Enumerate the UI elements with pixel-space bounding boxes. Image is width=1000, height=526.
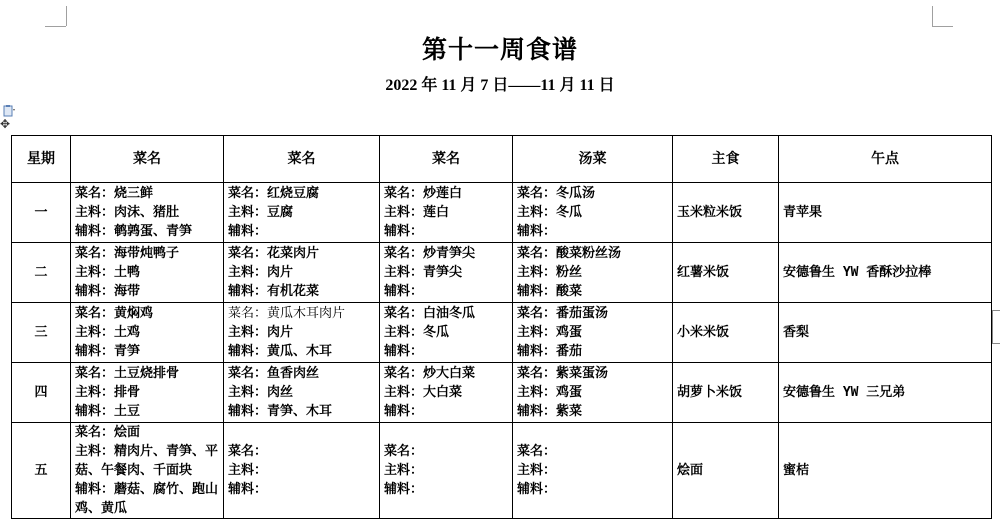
staple-cell: 红薯米饭 bbox=[673, 243, 779, 303]
dish-name: 菜名：白油冬瓜 bbox=[384, 306, 476, 321]
dish-cell bbox=[71, 363, 224, 423]
dish-side: 辅料： bbox=[384, 344, 424, 359]
weekday-cell: 五 bbox=[12, 423, 71, 519]
soup-cell bbox=[513, 183, 673, 243]
dish-cell bbox=[380, 303, 513, 363]
dish-main: 主料：土鸭 bbox=[75, 265, 141, 280]
dish-name: 菜名：炒青笋尖 bbox=[384, 246, 476, 261]
soup-main: 主料：鸡蛋 bbox=[517, 385, 583, 400]
dish-side: 辅料： bbox=[384, 482, 424, 497]
soup-side: 辅料： bbox=[517, 224, 557, 239]
dish-cell bbox=[380, 363, 513, 423]
weekday-cell: 四 bbox=[12, 363, 71, 423]
dish-main: 主料：大白菜 bbox=[384, 385, 463, 400]
dish-main: 主料：肉片 bbox=[228, 325, 294, 340]
header-dish-2: 菜名 bbox=[224, 136, 380, 183]
dish-cell bbox=[71, 423, 224, 519]
page-margin-marker bbox=[992, 310, 1000, 344]
table-row bbox=[12, 243, 992, 303]
dish-cell bbox=[71, 303, 224, 363]
snack-cell: 安德鲁生 YW 香酥沙拉棒 bbox=[779, 243, 992, 303]
margin-corner-top-left bbox=[66, 6, 67, 26]
soup-cell bbox=[513, 243, 673, 303]
margin-corner-top-right-h bbox=[932, 26, 953, 27]
snack-cell: 蜜桔 bbox=[779, 423, 992, 519]
dish-name: 菜名：鱼香肉丝 bbox=[228, 366, 320, 381]
dish-cell bbox=[380, 183, 513, 243]
dish-side: 辅料：土豆 bbox=[75, 404, 141, 419]
table-move-handle-icon[interactable]: ✥ bbox=[0, 117, 11, 131]
dish-name: 菜名： bbox=[384, 444, 424, 459]
dish-side: 辅料： bbox=[384, 284, 424, 299]
dish-name: 菜名：烩面 bbox=[75, 425, 141, 440]
dish-main: 主料：豆腐 bbox=[228, 205, 294, 220]
dish-side: 辅料： bbox=[228, 482, 268, 497]
snack-cell: 青苹果 bbox=[779, 183, 992, 243]
dish-name: 菜名：黄瓜木耳肉片 bbox=[228, 306, 346, 321]
dish-main: 主料：精肉片、青笋、平菇、午餐肉、千面块 bbox=[75, 444, 219, 478]
soup-main: 主料：粉丝 bbox=[517, 265, 583, 280]
soup-main: 主料： bbox=[517, 463, 557, 478]
table-row bbox=[12, 423, 992, 519]
soup-main: 主料：冬瓜 bbox=[517, 205, 583, 220]
header-dish-3: 菜名 bbox=[380, 136, 513, 183]
soup-name: 菜名： bbox=[517, 444, 557, 459]
dish-name: 菜名： bbox=[228, 444, 268, 459]
dish-name: 菜名：炒莲白 bbox=[384, 186, 463, 201]
dish-side: 辅料：有机花菜 bbox=[228, 284, 320, 299]
menu-table bbox=[11, 135, 992, 519]
weekday-cell: 一 bbox=[12, 183, 71, 243]
header-soup: 汤菜 bbox=[513, 136, 673, 183]
dish-side: 辅料：青笋 bbox=[75, 344, 141, 359]
weekday-cell: 二 bbox=[12, 243, 71, 303]
table-row bbox=[12, 183, 992, 243]
weekday-cell: 三 bbox=[12, 303, 71, 363]
dish-main: 主料：土鸡 bbox=[75, 325, 141, 340]
soup-side: 辅料：紫菜 bbox=[517, 404, 583, 419]
snack-cell: 香梨 bbox=[779, 303, 992, 363]
dish-side: 辅料：鹌鹑蛋、青笋 bbox=[75, 224, 193, 239]
dish-main: 主料：排骨 bbox=[75, 385, 141, 400]
soup-cell bbox=[513, 423, 673, 519]
soup-name: 菜名：酸菜粉丝汤 bbox=[517, 246, 622, 261]
dish-side: 辅料：蘑菇、腐竹、跑山鸡、黄瓜 bbox=[75, 482, 219, 516]
dish-name: 菜名：炒大白菜 bbox=[384, 366, 476, 381]
dish-main: 主料：肉丝 bbox=[228, 385, 294, 400]
dish-name: 菜名：黄焖鸡 bbox=[75, 306, 154, 321]
soup-name: 菜名：紫菜蛋汤 bbox=[517, 366, 609, 381]
table-row bbox=[12, 363, 992, 423]
snack-cell: 安德鲁生 YW 三兄弟 bbox=[779, 363, 992, 423]
dish-main: 主料：肉沫、猪肚 bbox=[75, 205, 180, 220]
margin-corner-top-right bbox=[932, 6, 933, 26]
dish-cell bbox=[71, 183, 224, 243]
soup-cell bbox=[513, 363, 673, 423]
dish-name: 菜名：红烧豆腐 bbox=[228, 186, 320, 201]
dish-cell bbox=[224, 423, 380, 519]
table-row bbox=[12, 303, 992, 363]
header-dish-1: 菜名 bbox=[71, 136, 224, 183]
dish-side: 辅料： bbox=[228, 224, 268, 239]
dish-main: 主料： bbox=[228, 463, 268, 478]
header-staple: 主食 bbox=[673, 136, 779, 183]
soup-side: 辅料：酸菜 bbox=[517, 284, 583, 299]
page-title: 第十一周食谱 bbox=[421, 35, 578, 64]
header-snack: 午点 bbox=[779, 136, 992, 183]
soup-main: 主料：鸡蛋 bbox=[517, 325, 583, 340]
soup-side: 辅料： bbox=[517, 482, 557, 497]
paste-options-icon[interactable] bbox=[3, 104, 15, 117]
staple-cell: 胡萝卜米饭 bbox=[673, 363, 779, 423]
dish-main: 主料： bbox=[384, 463, 424, 478]
dish-main: 主料：冬瓜 bbox=[384, 325, 450, 340]
dish-side: 辅料： bbox=[384, 404, 424, 419]
dish-cell bbox=[380, 243, 513, 303]
dish-cell bbox=[224, 363, 380, 423]
margin-corner-top-left-h bbox=[45, 26, 66, 27]
staple-cell: 小米米饭 bbox=[673, 303, 779, 363]
dish-cell bbox=[224, 183, 380, 243]
dish-main: 主料：肉片 bbox=[228, 265, 294, 280]
staple-cell: 玉米粒米饭 bbox=[673, 183, 779, 243]
dish-cell bbox=[224, 303, 380, 363]
staple-cell: 烩面 bbox=[673, 423, 779, 519]
dish-side: 辅料：黄瓜、木耳 bbox=[228, 344, 333, 359]
dish-main: 主料：莲白 bbox=[384, 205, 450, 220]
dish-name: 菜名：土豆烧排骨 bbox=[75, 366, 180, 381]
dish-cell bbox=[224, 243, 380, 303]
date-range: 2022 年 11 月 7 日——11 月 11 日 bbox=[385, 77, 615, 94]
dish-cell bbox=[380, 423, 513, 519]
dish-name: 菜名：烧三鲜 bbox=[75, 186, 154, 201]
dish-name: 菜名：海带炖鸭子 bbox=[75, 246, 180, 261]
soup-side: 辅料：番茄 bbox=[517, 344, 583, 359]
header-weekday: 星期 bbox=[12, 136, 71, 183]
soup-cell bbox=[513, 303, 673, 363]
dish-side: 辅料： bbox=[384, 224, 424, 239]
dish-side: 辅料：青笋、木耳 bbox=[228, 404, 333, 419]
dish-name: 菜名：花菜肉片 bbox=[228, 246, 320, 261]
soup-name: 菜名：番茄蛋汤 bbox=[517, 306, 609, 321]
dish-side: 辅料：海带 bbox=[75, 284, 141, 299]
dish-main: 主料：青笋尖 bbox=[384, 265, 463, 280]
soup-name: 菜名：冬瓜汤 bbox=[517, 186, 596, 201]
table-header-row bbox=[12, 136, 992, 183]
dish-cell bbox=[71, 243, 224, 303]
